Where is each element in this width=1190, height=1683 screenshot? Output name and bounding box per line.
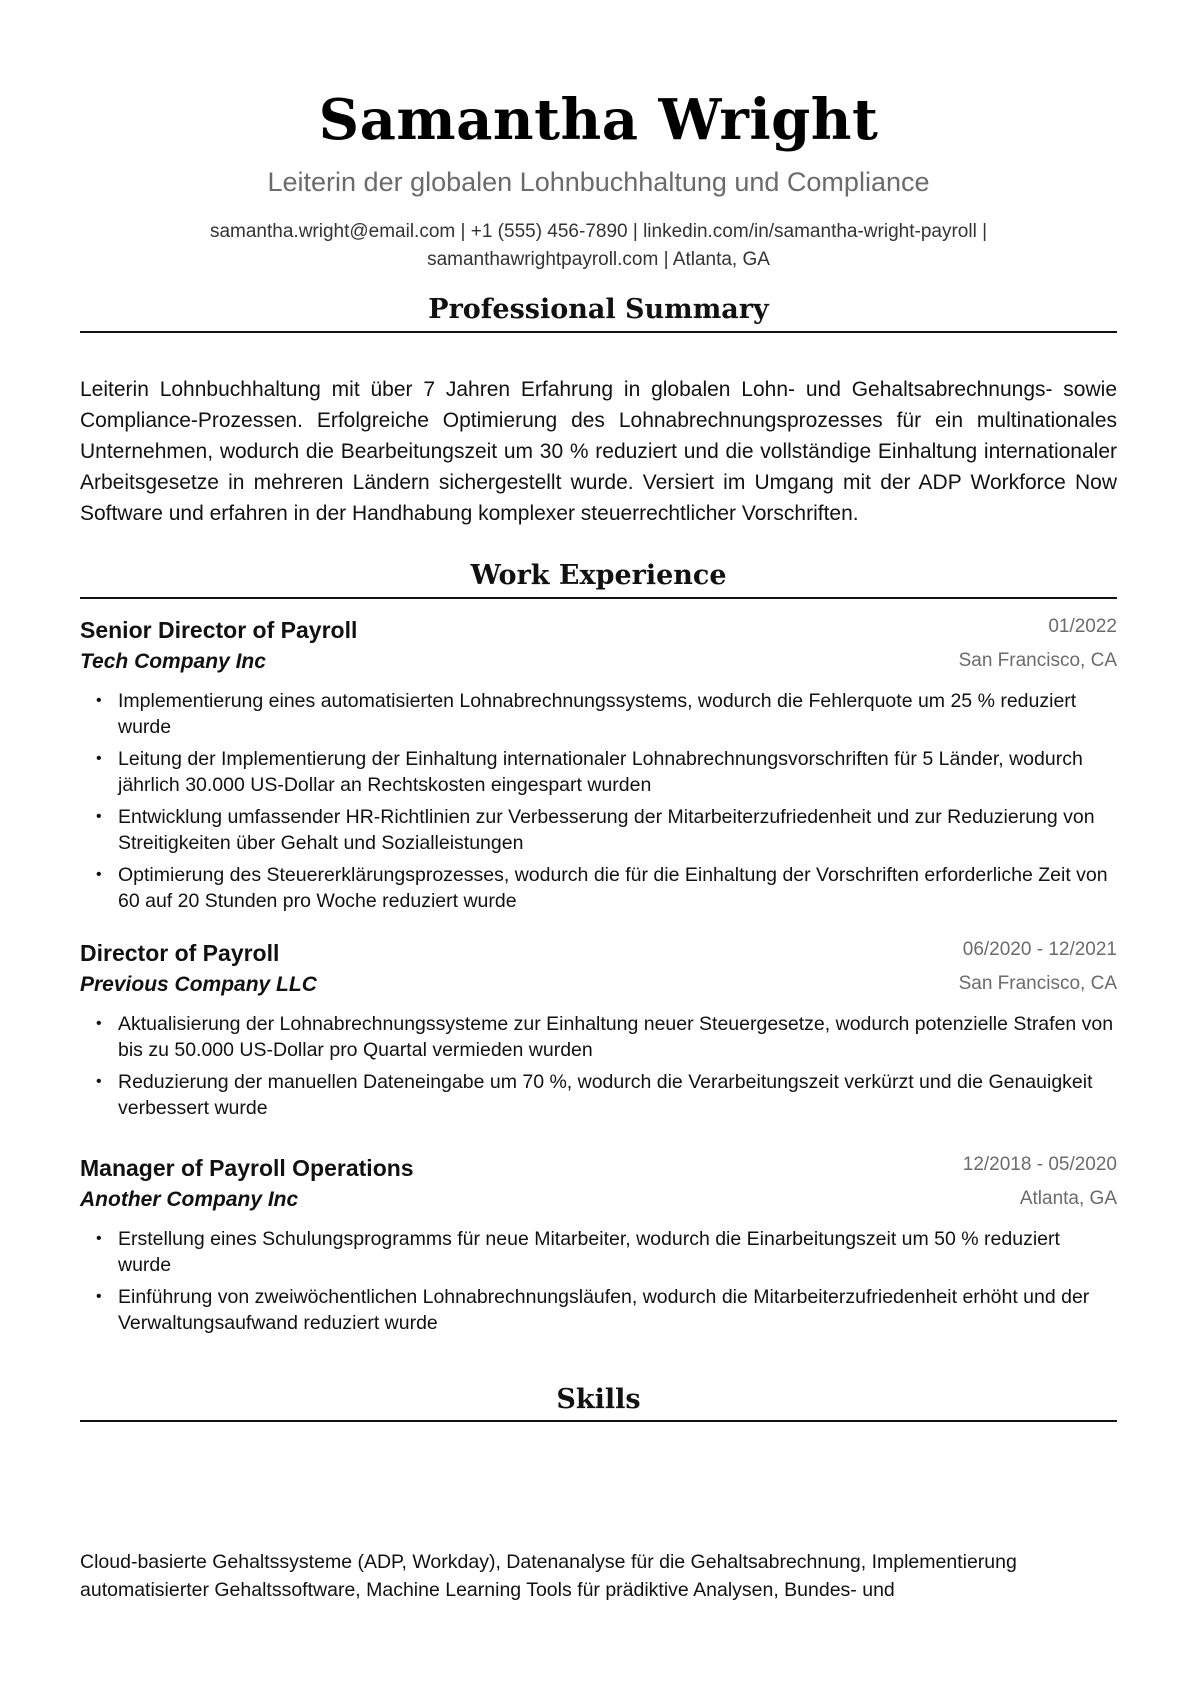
job-bullets <box>80 1011 1117 1127</box>
experience-heading: Work Experience <box>470 560 727 591</box>
job-bullets <box>80 688 1117 920</box>
job-location: Atlanta, GA <box>1019 1188 1117 1209</box>
summary-text: Leiterin Lohnbuchhaltung mit über 7 Jahren Erfahrung in globalen Lohn- und Gehaltsabrechnungs- sowie Compliance-Prozessen. Erfolgreiche Optimierung des Lohnabrechnungsprozesses für ein multinationales Unternehmen, wodurch die Bearbeitungszeit um 30 % reduziert und die vollständige Einhaltung internationaler Arbeitsgesetze in mehreren Ländern sichergestellt wurde. Versiert im Umgang mit der ADP Workforce Now Software und erfahren in der Handhabung komplexer steuerrechtlicher Vorschriften. <box>80 378 1117 525</box>
contact-line-1: samantha.wright@email.com | +1 (555) 456-7890 | linkedin.com/in/samantha-wright-payroll | <box>209 221 988 242</box>
job-date: 06/2020 - 12/2021 <box>962 939 1117 960</box>
job-bullet: • Entwicklung umfassender HR-Richtlinien zur Verbesserung der Mitarbeiterzufriedenheit und zur Reduzierung von Streitigkeiten über Gehalt und Sozialleistungen <box>80 804 1117 856</box>
job-location: San Francisco, CA <box>958 650 1117 671</box>
contact-line-2: samanthawrightpayroll.com | Atlanta, GA <box>427 249 770 270</box>
job-company: Tech Company Inc <box>80 650 266 673</box>
job-bullet: • Implementierung eines automatisierten Lohnabrechnungssystems, wodurch die Fehlerquote um 25 % reduziert wurde <box>80 688 1117 740</box>
job-location: San Francisco, CA <box>958 973 1117 994</box>
job-bullet: • Aktualisierung der Lohnabrechnungssysteme zur Einhaltung neuer Steuergesetze, wodurch potenzielle Strafen von bis zu 50.000 US-Dollar pro Quartal vermieden wurden <box>80 1011 1117 1063</box>
job-date: 12/2018 - 05/2020 <box>962 1154 1117 1175</box>
job-bullets <box>80 1226 1117 1342</box>
experience-divider <box>80 597 1117 599</box>
candidate-name: Samantha Wright <box>318 87 879 153</box>
job-bullet: • Leitung der Implementierung der Einhaltung internationaler Lohnabrechnungsvorschriften für 5 Länder, wodurch jährlich 30.000 US-Dollar an Rechtskosten eingespart wurden <box>80 746 1117 798</box>
job-bullet: • Reduzierung der manuellen Dateneingabe um 70 %, wodurch die Verarbeitungszeit verkürzt und die Genauigkeit verbessert wurde <box>80 1069 1117 1121</box>
skills-text: Cloud-basierte Gehaltssysteme (ADP, Workday), Datenanalyse für die Gehaltsabrechnung, Implementierung automatisierter Gehaltssoftware, Machine Learning Tools für prädiktive Analysen, Bundes- und <box>80 1551 1017 1601</box>
job-bullet: • Optimierung des Steuererklärungsprozesses, wodurch die für die Einhaltung der Vorschriften erforderliche Zeit von 60 auf 20 Stunden pro Woche reduziert wurde <box>80 862 1117 914</box>
job-title: Senior Director of Payroll <box>80 617 358 643</box>
job-title: Director of Payroll <box>80 940 280 966</box>
job-company: Previous Company LLC <box>80 973 317 996</box>
job-date: 01/2022 <box>1048 616 1117 637</box>
candidate-headline: Leiterin der globalen Lohnbuchhaltung und Compliance <box>267 167 930 197</box>
job-bullet: • Einführung von zweiwöchentlichen Lohnabrechnungsläufen, wodurch die Mitarbeiterzufriedenheit erhöht und der Verwaltungsaufwand reduziert wurde <box>80 1284 1117 1336</box>
job-bullet: • Erstellung eines Schulungsprogramms für neue Mitarbeiter, wodurch die Einarbeitungszeit um 50 % reduziert wurde <box>80 1226 1117 1278</box>
skills-divider <box>80 1420 1117 1422</box>
summary-divider <box>80 331 1117 333</box>
job-title: Manager of Payroll Operations <box>80 1155 414 1181</box>
job-company: Another Company Inc <box>80 1188 299 1211</box>
summary-heading: Professional Summary <box>428 294 769 325</box>
contact-info <box>80 218 1117 274</box>
skills-heading: Skills <box>556 1384 641 1415</box>
